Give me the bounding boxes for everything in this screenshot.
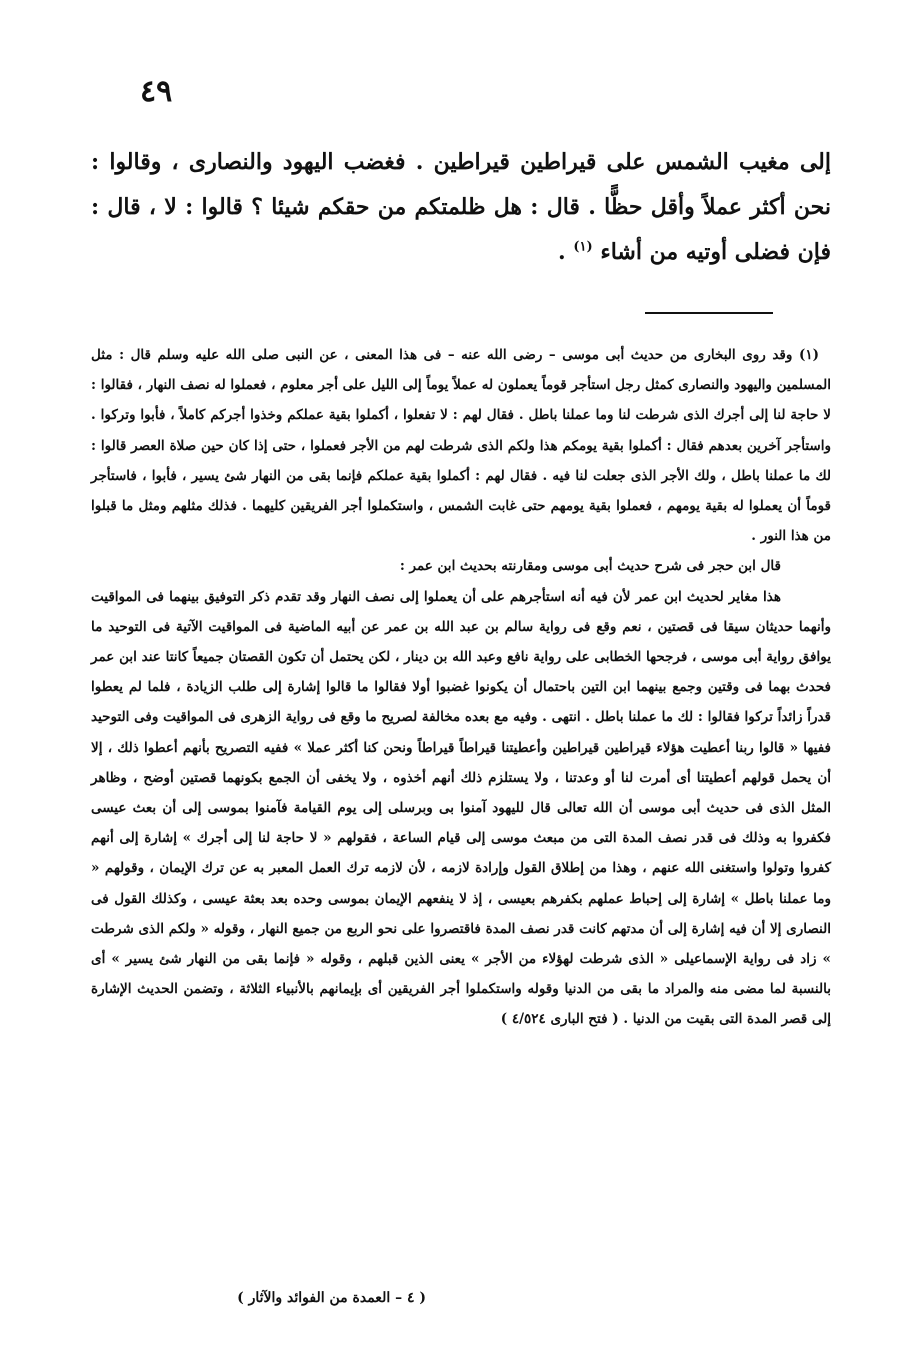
footnote-reference: (١) xyxy=(573,239,593,255)
main-text-block xyxy=(91,140,831,275)
main-paragraph-text: إلى مغيب الشمس على قيراطين قيراطين . فغضب اليهود والنصارى ، وقالوا : نحن أكثر عملاً وأقل حظًّا . قال : هل ظلمتكم من حقكم شيئا ؟ قالوا : لا ، قال : فإن فضلى أوتيه من أشاء xyxy=(91,149,831,265)
main-paragraph-end: . xyxy=(558,239,574,265)
page-number: ٤٩ xyxy=(140,74,173,109)
main-paragraph xyxy=(91,140,831,275)
source-reference: ( ٤ – العمدة من الفوائد والآثار ) xyxy=(237,1290,426,1306)
footnote-commentary: هذا مغاير لحديث ابن عمر لأن فيه أنه استأجرهم على أن يعملوا إلى نصف النهار وقد تقدم ذكر التوفيق بينهما فى المواقيت وأنهما حديثان سيقا فى قصتين ، نعم وقع فى رواية سالم بن عبد الله بن عمر عن أبيه الماضية فى المواقيت الآتية فى التوحيد ما يوافق رواية أبى موسى ، فرجحها الخطابى على رواية نافع وعبد الله بن دينار ، لكن يحتمل أن تكون القصتان جميعاً كانتا عند ابن عمر فحدث بهما فى وقتين وجمع بينهما ابن التين باحتمال أن يكونوا غضبوا أولا فقالوا ما قالوا إشارة إلى طلب الزيادة ، فلما لم يعطوا قدراً زائداً تركوا فقالوا : لك ما عملنا باطل . انتهى . وفيه مع بعده مخالفة لصريح ما وقع فى رواية الزهرى فى المواقيت وفى التوحيد ففيها « قالوا ربنا أعطيت هؤلاء قيراطين قيراطين وأعطيتنا قيراطاً قيراطاً ونحن كنا أكثر عملا » ففيه التصريح بأنهم أعطوا ذلك ، إلا أن يحمل قولهم أعطيتنا أى أمرت لنا أو وعدتنا ، ولا يستلزم ذلك أنهم أخذوه ، ولا يخفى أن الجمع بكونهما قصتين أوضح ، وظاهر المثل الذى فى حديث أبى موسى أن الله تعالى قال لليهود آمنوا بى وبرسلى إلى يوم القيامة فآمنوا بموسى إلى أن بعث عيسى فكفروا به وذلك فى قدر نصف المدة التى من مبعث موسى إلى قيام الساعة ، فقولهم « لا حاجة لنا إلى أجرك » إشارة إلى أنهم كفروا وتولوا واستغنى الله عنهم ، وهذا من إطلاق القول وإرادة لازمه ، لأن لازمه ترك العمل المعبر به عن ترك الإيمان ، وقولهم « وما عملنا باطل » إشارة إلى إحباط عملهم بكفرهم بعيسى ، إذ لا ينفعهم الإيمان بموسى وحده بعد بعثة عيسى ، وكذلك القول فى النصارى إلا أن فيه إشارة إلى أن مدتهم كانت قدر نصف المدة فاقتصروا على نحو الربع من جميع النهار ، وقوله « ولكم الذى شرطت » زاد فى رواية الإسماعيلى « الذى شرطت لهؤلاء من الأجر » يعنى الذين قبلهم ، وقوله « فإنما بقى من النهار شئ يسير » أى بالنسبة لما مضى منه والمراد ما بقى من الدنيا وقوله واستكملوا أجر الفريقين أى بإيمانهم بالأنبياء الثلاثة ، وتضمن الحديث الإشارة إلى قصر المدة التى بقيت من الدنيا . ( فتح البارى ٤/٥٢٤ ) xyxy=(91,588,831,1028)
footnote-paragraph-1: (١) وقد روى البخارى من حديث أبى موسى – رضى الله عنه – فى هذا المعنى ، عن النبى صلى الله عليه وسلم قال : مثل المسلمين واليهود والنصارى كمثل رجل استأجر قوماً يعملون له عملاً يوماً إلى الليل على أجر معلوم ، فعملوا له نصف النهار ، فقالوا : لا حاجة لنا إلى أجرك الذى شرطت لنا وما عملنا باطل . فقال لهم : لا تفعلوا ، أكملوا بقية عملكم وخذوا أجركم كاملاً ، فأبوا وتركوا . واستأجر آخرين بعدهم فقال : أكملوا بقية يومكم هذا ولكم الذى شرطت لهم من الأجر فعملوا ، حتى إذا كان حين صلاة العصر قالوا : لك ما عملنا باطل ، ولك الأجر الذى جعلت لنا فيه . فقال لهم : أكملوا بقية عملكم فإنما بقى من النهار شئ يسير ، فأبوا ، فاستأجر قوماً أن يعملوا له بقية يومهم ، فعملوا بقية يومهم حتى غابت الشمس ، واستكملوا أجر الفريقين كليهما . فذلك مثلهم ومثل ما قبلوا من هذا النور . xyxy=(91,347,831,545)
footnotes-block xyxy=(91,340,831,1035)
footnote-divider xyxy=(645,312,773,314)
footnote-heading: قال ابن حجر فى شرح حديث أبى موسى ومقارنته بحديث ابن عمر : xyxy=(399,558,781,575)
